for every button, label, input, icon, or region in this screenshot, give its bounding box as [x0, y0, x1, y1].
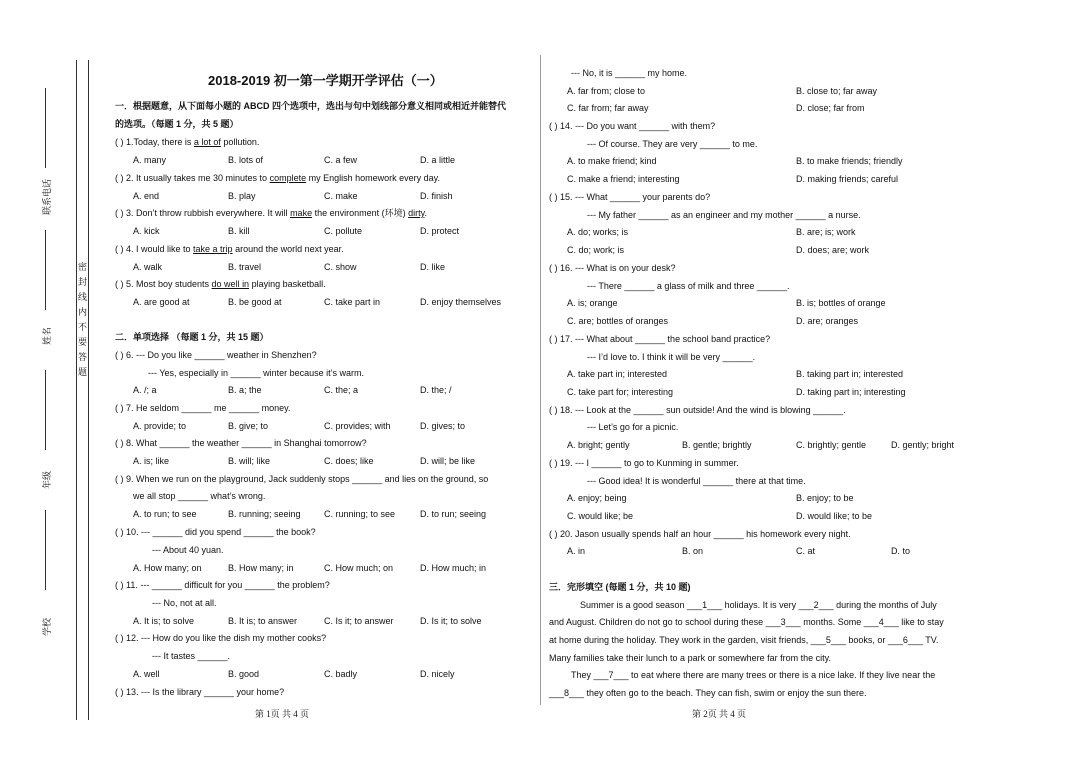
cloze-line-3: at home during the holiday. They work in the garden, visit friends, ___5___ books, or ___6___ TV.	[549, 635, 939, 645]
q12-option-c: C. badly	[324, 669, 358, 679]
cloze-line-6: ___8___ they often go to the beach. They can fish, swim or enjoy the sun there.	[549, 688, 867, 698]
question-19: ( ) 19. --- I ______ to go to Kunming in summer.	[549, 458, 739, 468]
q9-option-c: C. running; to see	[324, 509, 396, 519]
q16-option-d: D. are; oranges	[796, 316, 859, 326]
question-5: ( ) 5. Most boy students do well in playing basketball.	[115, 279, 326, 289]
q15-option-c: C. do; work; is	[567, 245, 625, 255]
q8-option-a: A. is; like	[133, 456, 170, 466]
q15-option-d: D. does; are; work	[796, 245, 870, 255]
q14-option-d: D. making friends; careful	[796, 174, 899, 184]
q13-option-a: A. far from; close to	[567, 86, 646, 96]
question-9: ( ) 9. When we run on the playground, Jack suddenly stops ______ and lies on the ground, so	[115, 474, 489, 484]
q1-option-c: C. a few	[324, 155, 358, 165]
q4-option-d: D. like	[420, 262, 446, 272]
binding-label-name: 姓名	[42, 326, 52, 345]
q13-option-b: B. close to; far away	[796, 86, 878, 96]
q11-option-c: C. Is it; to answer	[324, 616, 394, 626]
page-title: 2018-2019 初一第一学期开学评估（一）	[208, 73, 443, 88]
q18-option-a: A. bright; gently	[567, 440, 630, 450]
question-19-line2: --- Good idea! It is wonderful ______ there at that time.	[587, 476, 806, 486]
q19-option-b: B. enjoy; to be	[796, 493, 854, 503]
phone-line	[45, 88, 46, 168]
q15-option-b: B. are; is; work	[796, 227, 856, 237]
q10-option-d: D. How much; in	[420, 563, 487, 573]
page2-footer: 第 2页 共 4 页	[692, 709, 747, 719]
question-13: ( ) 13. --- Is the library ______ your home?	[115, 687, 285, 697]
q5-option-d: D. enjoy themselves	[420, 297, 502, 307]
question-10: ( ) 10. --- ______ did you spend ______ the book?	[115, 527, 316, 537]
q9-option-d: D. to run; seeing	[420, 509, 487, 519]
q4-option-c: C. show	[324, 262, 357, 272]
q1-option-a: A. many	[133, 155, 167, 165]
q11-option-a: A. It is; to solve	[133, 616, 195, 626]
q11-option-b: B. It is; to answer	[228, 616, 298, 626]
q17-option-a: A. take part in; interested	[567, 369, 668, 379]
q18-option-d: D. gently; bright	[891, 440, 955, 450]
q2-option-a: A. end	[133, 191, 160, 201]
question-14-line2: --- Of course. They are very ______ to me.	[587, 139, 758, 149]
name-line	[45, 230, 46, 310]
section2-header: 二．单项选择 （每题 1 分，共 15 题）	[115, 332, 269, 342]
question-7: ( ) 7. He seldom ______ me ______ money.	[115, 403, 291, 413]
q1-option-b: B. lots of	[228, 155, 264, 165]
q10-option-c: C. How much; on	[324, 563, 394, 573]
q17-option-b: B. taking part in; interested	[796, 369, 904, 379]
q10-option-b: B. How many; in	[228, 563, 294, 573]
cloze-line-2: and August. Children do not go to school during these ___3___ months. Some ___4___ like to stay	[549, 617, 944, 627]
q12-option-d: D. nicely	[420, 669, 455, 679]
q13-option-d: D. close; far from	[796, 103, 865, 113]
question-8: ( ) 8. What ______ the weather ______ in Shanghai tomorrow?	[115, 438, 367, 448]
section1-header-line1: 一．根据题意，从下面每小题的 ABCD 四个选项中，选出与句中划线部分意义相同或相近并能替代	[115, 101, 507, 111]
question-10-line2: --- About 40 yuan.	[152, 545, 224, 555]
q19-option-c: C. would like; be	[567, 511, 634, 521]
page1-footer: 第 1页 共 4 页	[255, 709, 310, 719]
question-4: ( ) 4. I would like to take a trip around the world next year.	[115, 244, 344, 254]
q20-option-b: B. on	[682, 546, 704, 556]
q2-option-d: D. finish	[420, 191, 453, 201]
cloze-line-4: Many families take their lunch to a park or somewhere far from the city.	[549, 653, 831, 663]
q1-option-d: D. a little	[420, 155, 456, 165]
q5-option-b: B. be good at	[228, 297, 282, 307]
q3-option-d: D. protect	[420, 226, 460, 236]
question-3: ( ) 3. Don’t throw rubbish everywhere. It will make the environment (环境) dirty.	[115, 208, 427, 218]
q4-option-b: B. travel	[228, 262, 262, 272]
grade-line	[45, 370, 46, 450]
q6-option-a: A. /; a	[133, 385, 157, 395]
q3-option-c: C. pollute	[324, 226, 363, 236]
q12-option-a: A. well	[133, 669, 160, 679]
question-11-line2: --- No, not at all.	[152, 598, 217, 608]
question-17: ( ) 17. --- What about ______ the school band practice?	[549, 334, 771, 344]
q7-option-a: A. provide; to	[133, 421, 187, 431]
seal-text: 密封线内不要答题	[77, 262, 87, 382]
q16-option-c: C. are; bottles of oranges	[567, 316, 669, 326]
q14-option-b: B. to make friends; friendly	[796, 156, 903, 166]
binding-label-phone: 联系电话	[42, 178, 52, 215]
section3-header: 三．完形填空 (每题 1 分，共 10 题)	[549, 582, 691, 592]
question-20: ( ) 20. Jason usually spends half an hour ______ his homework every night.	[549, 529, 851, 539]
binding-line-2	[88, 60, 89, 720]
question-12-line2: --- It tastes ______.	[152, 651, 231, 661]
q2-option-c: C. make	[324, 191, 358, 201]
q16-option-a: A. is; orange	[567, 298, 618, 308]
q8-option-d: D. will; be like	[420, 456, 476, 466]
question-18-line2: --- Let’s go for a picnic.	[587, 422, 679, 432]
q9-option-b: B. running; seeing	[228, 509, 301, 519]
question-13-line2: --- No, it is ______ my home.	[571, 68, 688, 78]
q7-option-d: D. gives; to	[420, 421, 466, 431]
question-1: ( ) 1.Today, there is a lot of pollution.	[115, 137, 260, 147]
page-divider	[540, 55, 541, 705]
q14-option-c: C. make a friend; interesting	[567, 174, 680, 184]
q16-option-b: B. is; bottles of orange	[796, 298, 886, 308]
binding-label-school: 学校	[42, 617, 52, 636]
q6-option-c: C. the; a	[324, 385, 359, 395]
question-6: ( ) 6. --- Do you like ______ weather in Shenzhen?	[115, 350, 317, 360]
cloze-line-5: They ___7___ to eat where there are many trees or there is a nice lake. If they live near the	[571, 670, 936, 680]
q7-option-b: B. give; to	[228, 421, 269, 431]
question-15: ( ) 15. --- What ______ your parents do?	[549, 192, 711, 202]
q20-option-c: C. at	[796, 546, 816, 556]
q13-option-c: C. far from; far away	[567, 103, 649, 113]
q19-option-d: D. would like; to be	[796, 511, 873, 521]
q12-option-b: B. good	[228, 669, 260, 679]
q20-option-a: A. in	[567, 546, 586, 556]
q18-option-b: B. gentle; brightly	[682, 440, 752, 450]
question-14: ( ) 14. --- Do you want ______ with them?	[549, 121, 716, 131]
q6-option-d: D. the; /	[420, 385, 452, 395]
cloze-line-1: Summer is a good season ___1___ holidays. It is very ___2___ during the months of July	[580, 600, 937, 610]
q17-option-c: C. take part for; interesting	[567, 387, 674, 397]
q8-option-b: B. will; like	[228, 456, 271, 466]
q2-option-b: B. play	[228, 191, 256, 201]
q18-option-c: C. brightly; gentle	[796, 440, 867, 450]
question-6-line2: --- Yes, especially in ______ winter because it’s warm.	[148, 368, 364, 378]
q8-option-c: C. does; like	[324, 456, 374, 466]
q5-option-a: A. are good at	[133, 297, 190, 307]
binding-label-grade: 年级	[42, 470, 52, 489]
q19-option-a: A. enjoy; being	[567, 493, 627, 503]
question-16-line2: --- There ______ a glass of milk and three ______.	[587, 281, 790, 291]
q17-option-d: D. taking part in; interesting	[796, 387, 906, 397]
q3-option-a: A. kick	[133, 226, 160, 236]
q7-option-c: C. provides; with	[324, 421, 391, 431]
question-16: ( ) 16. --- What is on your desk?	[549, 263, 676, 273]
binding-line-1	[76, 60, 77, 720]
q6-option-b: B. a; the	[228, 385, 262, 395]
q20-option-d: D. to	[891, 546, 911, 556]
q10-option-a: A. How many; on	[133, 563, 202, 573]
q14-option-a: A. to make friend; kind	[567, 156, 657, 166]
question-15-line2: --- My father ______ as an engineer and my mother ______ a nurse.	[587, 210, 861, 220]
question-11: ( ) 11. --- ______ difficult for you ______ the problem?	[115, 580, 330, 590]
q3-option-b: B. kill	[228, 226, 250, 236]
question-9-line2: we all stop ______ what’s wrong.	[133, 491, 266, 501]
q15-option-a: A. do; works; is	[567, 227, 629, 237]
q9-option-a: A. to run; to see	[133, 509, 197, 519]
q4-option-a: A. walk	[133, 262, 163, 272]
q11-option-d: D. Is it; to solve	[420, 616, 482, 626]
question-18: ( ) 18. --- Look at the ______ sun outside! And the wind is blowing ______.	[549, 405, 846, 415]
section1-header-line2: 的选项。（每题 1 分，共 5 题）	[115, 119, 239, 129]
question-17-line2: --- I’d love to. I think it will be very ______.	[587, 352, 756, 362]
question-2: ( ) 2. It usually takes me 30 minutes to complete my English homework every day.	[115, 173, 440, 183]
question-12: ( ) 12. --- How do you like the dish my mother cooks?	[115, 633, 327, 643]
q5-option-c: C. take part in	[324, 297, 381, 307]
school-line	[45, 510, 46, 590]
